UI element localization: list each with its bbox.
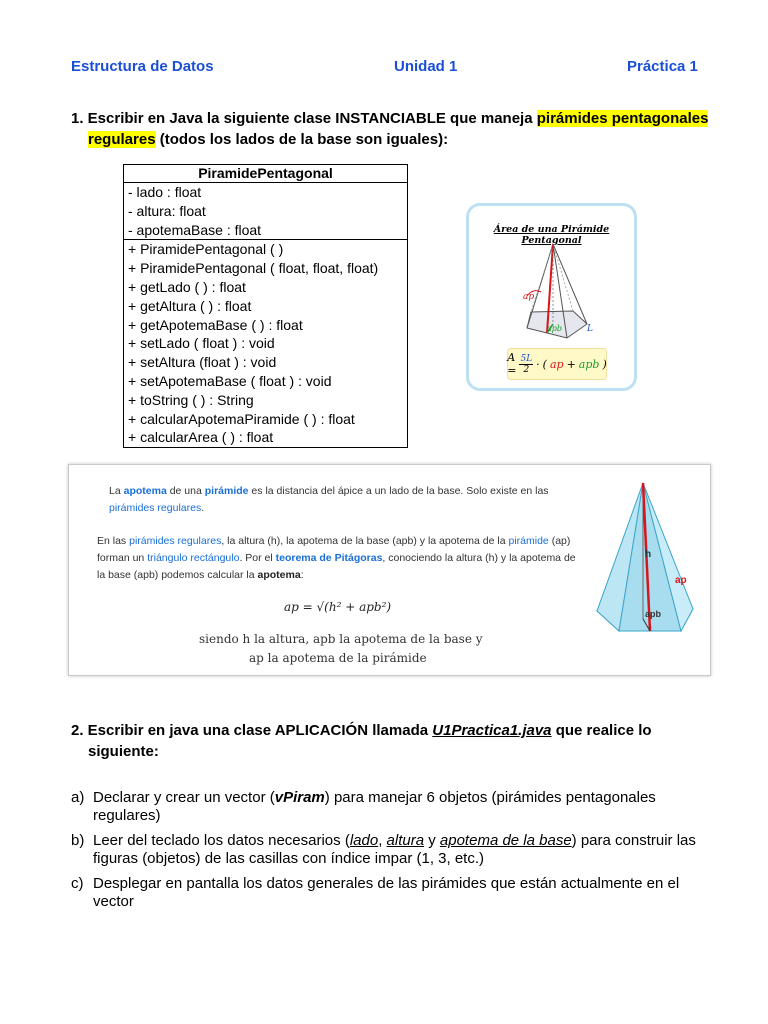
- uml-method: + toString ( ) : String: [128, 391, 254, 408]
- uml-method: + calcularArea ( ) : float: [128, 429, 274, 446]
- info-label-ap: ap: [675, 575, 687, 586]
- question-1-highlight-a: pirámides pentagonales: [536, 110, 709, 127]
- card-label-apb: apb: [547, 324, 563, 333]
- formula-numerator: 5L: [520, 353, 533, 364]
- formula-lhs: A =: [507, 351, 517, 377]
- uml-attributes: [124, 183, 407, 239]
- piramide-link-2[interactable]: pirámide: [508, 535, 549, 547]
- practice-title: Práctica 1: [627, 58, 698, 75]
- pyramid-apotema-illustration: [589, 479, 699, 669]
- question-1-highlight-b: regulares: [88, 131, 156, 148]
- formula-ap: ap: [549, 357, 564, 371]
- uml-method: + PiramidePentagonal ( ): [128, 241, 284, 258]
- uml-class-name: PiramidePentagonal: [124, 165, 407, 183]
- document-header: [0, 58, 768, 78]
- formula-dot: ·: [536, 357, 540, 371]
- apotema-link[interactable]: apotema: [123, 485, 167, 497]
- equation-caption-2: ap la apotema de la pirámide: [249, 651, 427, 665]
- course-title: Estructura de Datos: [71, 58, 214, 75]
- info-label-apb: apb: [645, 609, 662, 619]
- unit-title: Unidad 1: [394, 58, 458, 75]
- uml-method: + getApotemaBase ( ) : float: [128, 316, 303, 333]
- piramides-regulares-link-2[interactable]: pirámides regulares: [129, 535, 222, 547]
- task-list: [71, 789, 711, 918]
- pyramid-area-title: Área de una Pirámide Pentagonal: [493, 224, 610, 246]
- uml-method: + getLado ( ) : float: [128, 278, 246, 295]
- uml-attribute: - altura: float: [128, 202, 206, 219]
- formula-denominator: 2: [523, 364, 530, 375]
- question-1: [71, 108, 721, 150]
- info-paragraph-1: La apotema de una pirámide es la distancia del ápice a un lado de la base. Solo existe en las pirámides regulares.: [109, 485, 549, 514]
- uml-attribute: - lado : float: [128, 184, 202, 200]
- teorema-pitagoras-link[interactable]: teorema de Pitágoras: [275, 552, 383, 564]
- list-item: c) Desplegar en pantalla los datos generales de las pirámides que están actualmente en el vector: [71, 875, 680, 910]
- uml-class-diagram: [123, 164, 408, 448]
- uml-attribute: - apotemaBase : float: [128, 221, 262, 238]
- uml-methods: [124, 239, 407, 447]
- uml-method: + PiramidePentagonal ( float, float, float): [128, 260, 379, 277]
- piramides-regulares-link[interactable]: pirámides regulares: [109, 502, 202, 514]
- info-label-h: h: [645, 549, 652, 560]
- card-label-ap: ap: [523, 292, 535, 302]
- uml-method: + setAltura (float ) : void: [128, 354, 277, 371]
- uml-method: + calcularApotemaPiramide ( ) : float: [128, 410, 355, 427]
- vector-name: vPiram: [274, 789, 325, 806]
- list-item: a) Declarar y crear un vector (vPiram) para manejar 6 objetos (pirámides pentagonales regulares): [71, 789, 656, 824]
- question-1-suffix: (todos los lados de la base son iguales):: [155, 131, 449, 148]
- pyramid-area-card: [466, 203, 637, 391]
- uml-method: + setLado ( float ) : void: [128, 335, 275, 352]
- uml-method: + getAltura ( ) : float: [128, 297, 252, 314]
- formula-plus: +: [566, 357, 576, 371]
- filename: U1Practica1.java: [432, 722, 552, 739]
- area-formula: A = $\frac{5L}{2}$ · ( ap + apb ): [507, 348, 607, 380]
- equation-caption-1: siendo h la altura, apb la apotema de la base y: [199, 632, 483, 646]
- piramide-link[interactable]: pirámide: [204, 485, 249, 497]
- card-label-l: L: [587, 324, 593, 334]
- apotema-info-panel: [68, 464, 711, 676]
- question-2: 2. Escribir en java una clase APLICACIÓN llamada U1Practica1.java que realice lo siguiente:: [71, 722, 652, 760]
- list-item: b) Leer del teclado los datos necesarios (lado, altura y apotema de la base) para construir las figuras (objetos) de las casillas con índice impar (1, 3, etc.): [71, 832, 696, 867]
- pythagoras-equation: ap = √(h² + apb²): [284, 600, 392, 614]
- formula-apb: apb: [578, 357, 600, 371]
- uml-method: + setApotemaBase ( float ) : void: [128, 372, 332, 389]
- formula-fraction: [519, 354, 533, 375]
- triangulo-rectangulo-link[interactable]: triángulo rectángulo: [147, 552, 240, 564]
- question-1-prefix: 1. Escribir en Java la siguiente clase INSTANCIABLE que maneja: [71, 110, 537, 127]
- info-paragraph-2: En las pirámides regulares, la altura (h), la apotema de la base (apb) y la apotema de la pirámide (ap) forman un triángulo rectángulo. Por el teorema de Pitágoras, conociendo la altura (h) y la apotema de la base (apb) podemos calcular la apotema:: [97, 535, 576, 581]
